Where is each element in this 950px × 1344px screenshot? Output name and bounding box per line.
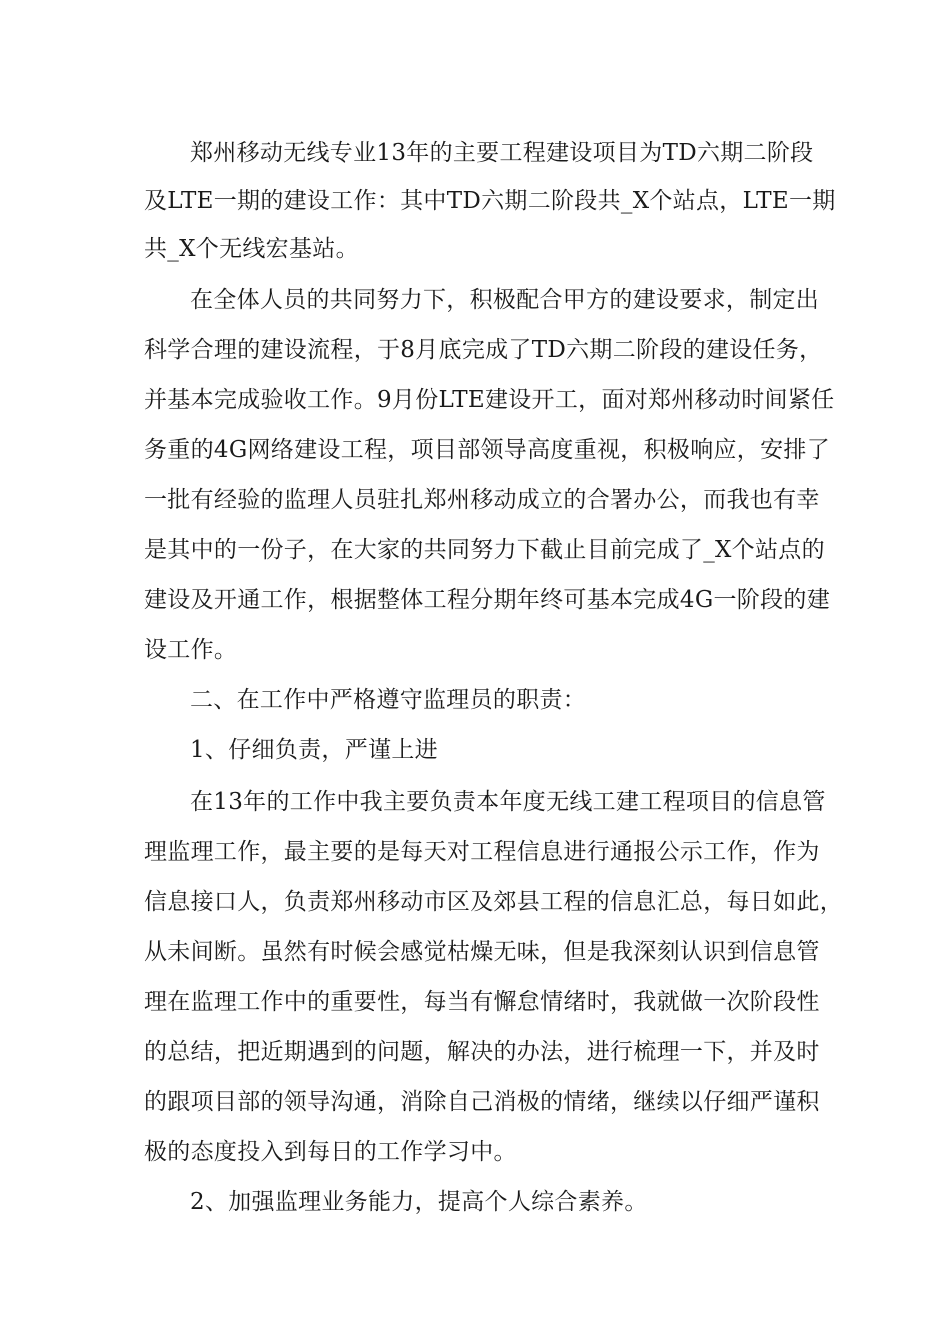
paragraph-3-line-8: 极的态度投入到每日的工作学习中。 [144,1139,517,1165]
paragraph-2-line-5: 一批有经验的监理人员驻扎郑州移动成立的合署办公，而我也有幸 [144,487,820,513]
subheading-2: 2、加强监理业务能力，提高个人综合素养。 [190,1189,648,1215]
paragraph-2-line-6: 是其中的一份子，在大家的共同努力下截止目前完成了_X个站点的 [144,537,825,563]
paragraph-3-line-6: 的总结，把近期遇到的问题，解决的办法，进行梳理一下，并及时 [144,1039,820,1065]
paragraph-3-line-5: 理在监理工作中的重要性，每当有懈怠情绪时，我就做一次阶段性 [144,989,820,1015]
paragraph-1-line-1: 郑州移动无线专业13年的主要工程建设项目为TD六期二阶段 [190,140,814,166]
subheading-1: 1、仔细负责，严谨上进 [190,737,438,763]
paragraph-1-line-3: 共_X个无线宏基站。 [144,236,359,262]
paragraph-2-line-4: 务重的4G网络建设工程，项目部领导高度重视，积极响应，安排了 [144,437,831,463]
paragraph-2-line-1: 在全体人员的共同努力下，积极配合甲方的建设要求，制定出 [190,287,820,313]
paragraph-3-line-7: 的跟项目部的领导沟通，消除自己消极的情绪，继续以仔细严谨积 [144,1089,820,1115]
paragraph-3-line-4: 从未间断。虽然有时候会感觉枯燥无味，但是我深刻认识到信息管 [144,939,820,965]
paragraph-2-line-2: 科学合理的建设流程，于8月底完成了TD六期二阶段的建设任务， [144,337,823,363]
paragraph-1-line-2: 及LTE一期的建设工作：其中TD六期二阶段共_X个站点，LTE一期 [144,188,836,214]
paragraph-2-line-3: 并基本完成验收工作。9月份LTE建设开工，面对郑州移动时间紧任 [144,387,835,413]
section-heading-duties: 二、在工作中严格遵守监理员的职责： [190,687,587,713]
paragraph-3-line-1: 在13年的工作中我主要负责本年度无线工建工程项目的信息管 [190,789,826,815]
paragraph-3-line-3: 信息接口人，负责郑州移动市区及郊县工程的信息汇总，每日如此， [144,889,843,915]
paragraph-2-line-7: 建设及开通工作，根据整体工程分期年终可基本完成4G一阶段的建 [144,587,831,613]
paragraph-3-line-2: 理监理工作，最主要的是每天对工程信息进行通报公示工作，作为 [144,839,820,865]
paragraph-2-line-8: 设工作。 [144,637,238,663]
